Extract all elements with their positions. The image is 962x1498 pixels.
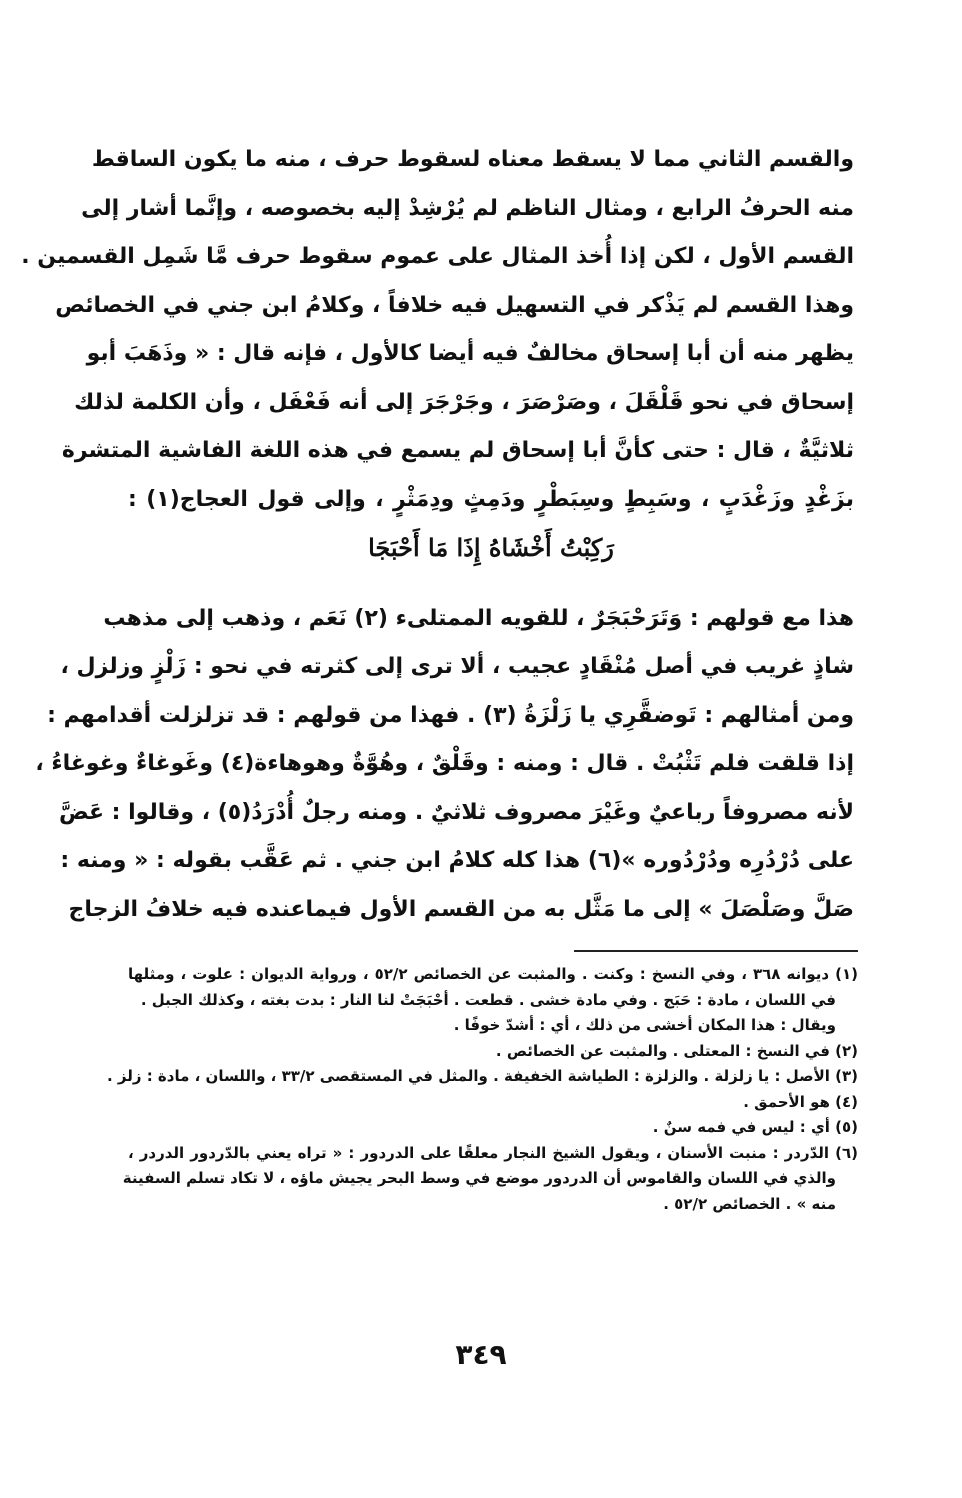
- text-line: ومن أمثالهم : تَوضقَّرِي يا زَلْزَةُ (٣) . فهذا من قولهم : قد تزلزلت أقدامهم :: [47, 702, 854, 728]
- text-line: والقسم الثاني مما لا يسقط معناه لسقوط حرف ، منه ما يكون الساقط: [91, 147, 854, 172]
- text-line: ثلاثيَّةٌ ، قال : حتى كأنَّ أبا إسحاق لم يسمع في هذه اللغة الفاشية المتشرة: [61, 438, 854, 463]
- text-line: لأنه مصروفاً رباعيٌ وغَيْرَ مصروف ثلاثيٌ . ومنه رجلٌ أُدْرَدُ(٥) ، وقالوا : عَضَّ: [58, 799, 854, 825]
- footnote-line: في اللسان ، مادة : حَبَج . وفي مادة خشى . قطعت . أحْبَجَتْ لنا النار : بدت بغته ، وكذلك الجبل .: [140, 990, 836, 1009]
- text-line: منه الحرفُ الرابع ، ومثال الناظم لم يُرْشِدْ إليه بخصوصه ، وإنَّما أشار إلى: [81, 195, 854, 221]
- footnote-line: (١) ديوانه ٣٦٨ ، وفي النسخ : وكنت . والمثبت عن الخصائص ٥٢/٢ ، ورواية الديوان : علوت ، ومثلها: [128, 965, 859, 983]
- footnote-line: (٣) الأصل : يا زلزلة . والزلزة : الطياشة الخفيفة . والمثل في المستقصى ٣٣/٢ ، واللسان ، مادة : زلز .: [106, 1067, 858, 1085]
- text-line: وهذا القسم لم يَذْكر في التسهيل فيه خلافاً ، وكلامُ ابن جني في الخصائص: [55, 292, 854, 318]
- text-line: القسم الأول ، لكن إذا أُخذ المثال على عموم سقوط حرف مَّا شَمِل القسمين .: [21, 244, 854, 269]
- footnote-separator: [574, 950, 858, 952]
- text-line: إسحاق في نحو قَلْقَلَ ، وصَرْصَرَ ، وجَرْجَرَ إلى أنه فَعْفَل ، وأن الكلمة لذلك: [74, 389, 854, 415]
- text-line: بزَغْدٍ وزَغْدَبٍ ، وسَبِطٍ وسِبَطْرٍ ودَمِثٍ ودِمَثْرٍ ، وإلى قول العجاج(١) :: [128, 486, 854, 512]
- footnote-line: (٢) في النسخ : المعتلى . والمثبت عن الخصائص .: [495, 1041, 858, 1060]
- text-line: شاذٍ غريب في أصل مُنْقَادٍ عجيب ، ألا ترى إلى كثرته في نحو : زَلْزٍ وزلزل ،: [60, 654, 854, 679]
- footnotes: [106, 962, 859, 1217]
- footnote-line: (٤) هو الأحمق .: [743, 1092, 858, 1111]
- paragraph-2: [35, 595, 854, 935]
- text-line: هذا مع قولهم : وَتَرَحْبَجَرٌ ، للقويه الممتلىء (٢) نَعَم ، وذهب إلى مذهب: [103, 605, 854, 631]
- main-text: [21, 136, 854, 934]
- footnote-line: (٦) الدّردر : منبت الأسنان ، ويقول الشيخ النجار معلقًا على الدردور : « تراه يعني بالدّردور الدردر ،: [128, 1143, 858, 1162]
- footnote-line: (٥) أي : ليس في فمه سنٌ .: [652, 1118, 858, 1136]
- text-line: صَلَّ وصَلْصَلَ » إلى ما مَثَّل به من القسم الأول فيماعنده فيه خلافُ الزجاج: [68, 896, 854, 922]
- footnote-line: والذي في اللسان والقاموس أن الدردور موضع في وسط البحر يجيش ماؤه ، لا تكاد تسلم السفينة: [122, 1169, 836, 1187]
- text-line: يظهر منه أن أبا إسحاق مخالفٌ فيه أيضا كالأول ، فإنه قال : « وذَهَبَ أبو: [86, 341, 854, 366]
- footnote-line: ويقال : هذا المكان أخشى من ذلك ، أي : أشدّ خوفًا .: [453, 1016, 836, 1034]
- page-number: ٣٤٩: [455, 1338, 507, 1371]
- text-line: على دُرْدُرِه ودُرْدُوره »(٦) هذا كله كلامُ ابن جني . ثم عَقَّب بقوله : « ومنه :: [60, 848, 854, 873]
- footnote-line: منه » . الخصائص ٥٢/٢ .: [663, 1194, 836, 1213]
- poetry-verse: رَكِبْتُ أَخْشَاهُ إِذَا مَا أَحْبَجَا: [368, 533, 614, 562]
- text-line: إذا قلقت فلم تَثْبُتْ . قال : ومنه : وقَلْقٌ ، وهُوَّةٌ وهوهاءة(٤) وغَوغاءٌ وغوغاءُ ،: [35, 751, 854, 776]
